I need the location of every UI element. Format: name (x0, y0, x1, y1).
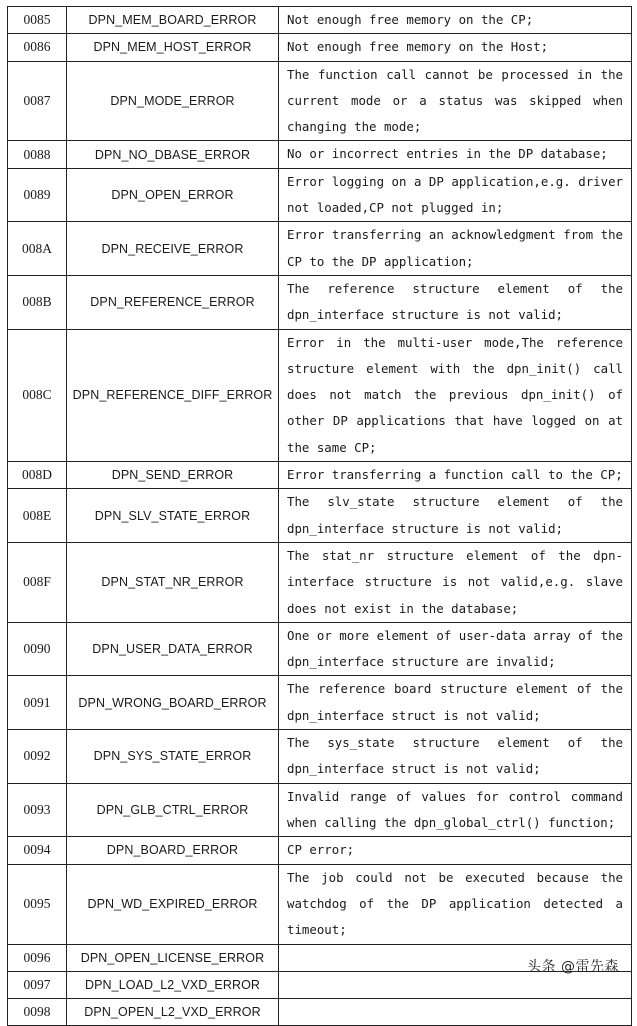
error-name-cell: DPN_BOARD_ERROR (67, 837, 279, 864)
error-code-cell: 0086 (8, 34, 67, 61)
table-row (8, 462, 632, 489)
error-code-cell: 0097 (8, 971, 67, 998)
watermark-text: 头条 @雷先森 (527, 959, 619, 975)
error-description-cell: Error transferring an acknowledgment from the CP to the DP application; (279, 222, 632, 276)
error-code-cell: 0094 (8, 837, 67, 864)
error-name-cell: DPN_USER_DATA_ERROR (67, 622, 279, 676)
error-code-cell: 0087 (8, 61, 67, 141)
error-code-cell: 0091 (8, 676, 67, 730)
table-row (8, 783, 632, 837)
error-name-cell: DPN_WRONG_BOARD_ERROR (67, 676, 279, 730)
table-row (8, 837, 632, 864)
error-code-cell: 0098 (8, 998, 67, 1025)
error-description-cell: Not enough free memory on the Host; (279, 34, 632, 61)
error-description-cell: Error in the multi-user mode,The reference structure element with the dpn_init() call does not match the previous dpn_init() of other DP applications that have logged on at the same CP; (279, 329, 632, 461)
error-name-cell: DPN_GLB_CTRL_ERROR (67, 783, 279, 837)
table-row (8, 542, 632, 622)
error-code-cell: 0092 (8, 730, 67, 784)
error-description-cell: No or incorrect entries in the DP database; (279, 141, 632, 168)
table-row (8, 7, 632, 34)
error-description-cell: CP error; (279, 837, 632, 864)
error-name-cell: DPN_MEM_HOST_ERROR (67, 34, 279, 61)
error-code-cell: 008C (8, 329, 67, 461)
error-name-cell: DPN_SLV_STATE_ERROR (67, 489, 279, 543)
error-description-cell: The job could not be executed because the watchdog of the DP application detected a timeout; (279, 864, 632, 944)
error-description-cell: The function call cannot be processed in the current mode or a status was skipped when changing the mode; (279, 61, 632, 141)
error-code-cell: 008F (8, 542, 67, 622)
error-code-cell: 0095 (8, 864, 67, 944)
table-row (8, 730, 632, 784)
error-description-cell: Error logging on a DP application,e.g. driver not loaded,CP not plugged in; (279, 168, 632, 222)
error-description-cell: One or more element of user-data array of the dpn_interface structure are invalid; (279, 622, 632, 676)
error-code-cell: 0093 (8, 783, 67, 837)
table-row (8, 489, 632, 543)
error-name-cell: DPN_LOAD_L2_VXD_ERROR (67, 971, 279, 998)
table-row (8, 141, 632, 168)
error-name-cell: DPN_REFERENCE_DIFF_ERROR (67, 329, 279, 461)
error-code-cell: 008D (8, 462, 67, 489)
error-description-cell: The reference structure element of the dpn_interface structure is not valid; (279, 275, 632, 329)
error-name-cell: DPN_SYS_STATE_ERROR (67, 730, 279, 784)
error-description-cell: The stat_nr structure element of the dpn-interface structure is not valid,e.g. slave does not exist in the database; (279, 542, 632, 622)
table-row (8, 676, 632, 730)
error-description-cell: Error transferring a function call to the CP; (279, 462, 632, 489)
error-code-cell: 008B (8, 275, 67, 329)
error-code-cell: 0096 (8, 944, 67, 971)
error-name-cell: DPN_REFERENCE_ERROR (67, 275, 279, 329)
error-code-cell: 008A (8, 222, 67, 276)
table-row (8, 168, 632, 222)
table-row (8, 998, 632, 1025)
table-row (8, 61, 632, 141)
error-description-cell: The sys_state structure element of the dpn_interface struct is not valid; (279, 730, 632, 784)
error-code-table (7, 6, 632, 1026)
error-name-cell: DPN_NO_DBASE_ERROR (67, 141, 279, 168)
error-code-cell: 0090 (8, 622, 67, 676)
error-name-cell: DPN_MODE_ERROR (67, 61, 279, 141)
error-name-cell: DPN_OPEN_ERROR (67, 168, 279, 222)
error-code-cell: 0088 (8, 141, 67, 168)
table-row (8, 34, 632, 61)
error-name-cell: DPN_WD_EXPIRED_ERROR (67, 864, 279, 944)
error-description-cell (279, 998, 632, 1025)
error-description-cell: The slv_state structure element of the dpn_interface structure is not valid; (279, 489, 632, 543)
table-row (8, 275, 632, 329)
error-name-cell: DPN_STAT_NR_ERROR (67, 542, 279, 622)
table-row (8, 622, 632, 676)
table-row (8, 329, 632, 461)
error-code-cell: 008E (8, 489, 67, 543)
error-code-table-body (8, 7, 632, 1026)
table-row (8, 864, 632, 944)
error-name-cell: DPN_OPEN_LICENSE_ERROR (67, 944, 279, 971)
error-description-cell: Not enough free memory on the CP; (279, 7, 632, 34)
error-description-cell: Invalid range of values for control command when calling the dpn_global_ctrl() function; (279, 783, 632, 837)
table-row (8, 222, 632, 276)
error-name-cell: DPN_SEND_ERROR (67, 462, 279, 489)
error-name-cell: DPN_RECEIVE_ERROR (67, 222, 279, 276)
error-code-cell: 0089 (8, 168, 67, 222)
error-name-cell: DPN_MEM_BOARD_ERROR (67, 7, 279, 34)
error-code-cell: 0085 (8, 7, 67, 34)
error-name-cell: DPN_OPEN_L2_VXD_ERROR (67, 998, 279, 1025)
error-description-cell: The reference board structure element of the dpn_interface struct is not valid; (279, 676, 632, 730)
